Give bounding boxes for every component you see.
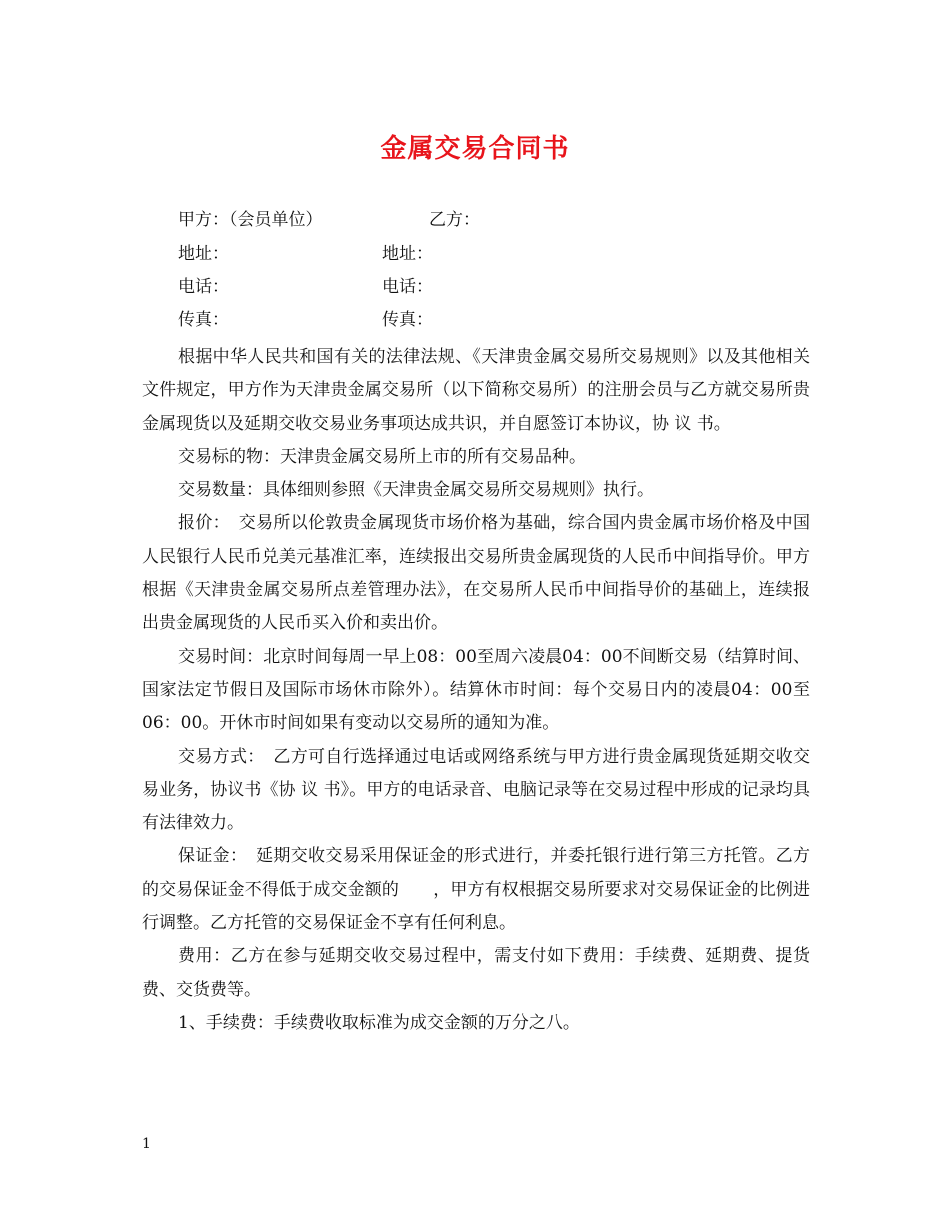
party-b-phone: 电话： <box>382 277 433 297</box>
party-a-name: 甲方：（会员单位） <box>178 210 323 230</box>
party-row-fax <box>178 308 433 332</box>
party-a-address: 地址： <box>178 244 229 264</box>
paragraph-trading-hours: 交易时间：北京时间每周一早上08：00至周六凌晨04：00不间断交易（结算时间、国家法定节假日及国际市场休市除外）。结算休市时间：每个交易日内的凌晨04：00至06：00。开休市时间如果有变动以交易所的通知为准。 <box>142 646 810 734</box>
paragraph-preamble: 根据中华人民共和国有关的法律法规、《天津贵金属交易所交易规则》以及其他相关文件规定，甲方作为天津贵金属交易所（以下简称交易所）的注册会员与乙方就交易所贵金属现货以及延期交收交易业务事项达成共识，并自愿签订本协议，协 议 书。 <box>142 347 810 434</box>
paragraph-fees: 费用：乙方在参与延期交收交易过程中，需支付如下费用：手续费、延期费、提货费、交货费等。 <box>142 946 810 1000</box>
party-row-phone <box>178 275 433 299</box>
document-title: 金属交易合同书 <box>380 134 570 164</box>
paragraph-quantity: 交易数量：具体细则参照《天津贵金属交易所交易规则》执行。 <box>178 480 654 501</box>
party-b-fax: 传真： <box>382 310 433 330</box>
party-b-name: 乙方： <box>429 210 480 230</box>
paragraph-quotation: 报价： 交易所以伦敦贵金属现货市场价格为基础，综合国内贵金属市场价格及中国人民银行人民币兑美元基准汇率，连续报出交易所贵金属现货的人民币中间指导价。甲方根据《天津贵金属交易所点差管理办法》，在交易所人民币中间指导价的基础上，连续报出贵金属现货的人民币买入价和卖出价。 <box>142 513 810 634</box>
party-a-phone: 电话： <box>178 277 229 297</box>
paragraph-trading-method: 交易方式： 乙方可自行选择通过电话或网络系统与甲方进行贵金属现货延期交收交易业务，协议书《协 议 书》。甲方的电话录音、电脑记录等在交易过程中形成的记录均具有法律效力。 <box>142 746 810 834</box>
party-row-name <box>178 208 480 232</box>
paragraph-subject: 交易标的物：天津贵金属交易所上市的所有交易品种。 <box>178 446 586 467</box>
paragraph-commission: 1、手续费：手续费收取标准为成交金额的万分之八。 <box>178 1012 580 1033</box>
party-row-address <box>178 242 433 266</box>
party-b-address: 地址： <box>382 244 433 264</box>
contract-body <box>142 341 810 1040</box>
party-a-fax: 传真： <box>178 310 229 330</box>
page-number: 1 <box>142 1136 151 1152</box>
paragraph-margin: 保证金： 延期交收交易采用保证金的形式进行，并委托银行进行第三方托管。乙方的交易保证金不得低于成交金额的 ，甲方有权根据交易所要求对交易保证金的比例进行调整。乙方托管的交易保证金不享有任何利息。 <box>142 846 810 934</box>
